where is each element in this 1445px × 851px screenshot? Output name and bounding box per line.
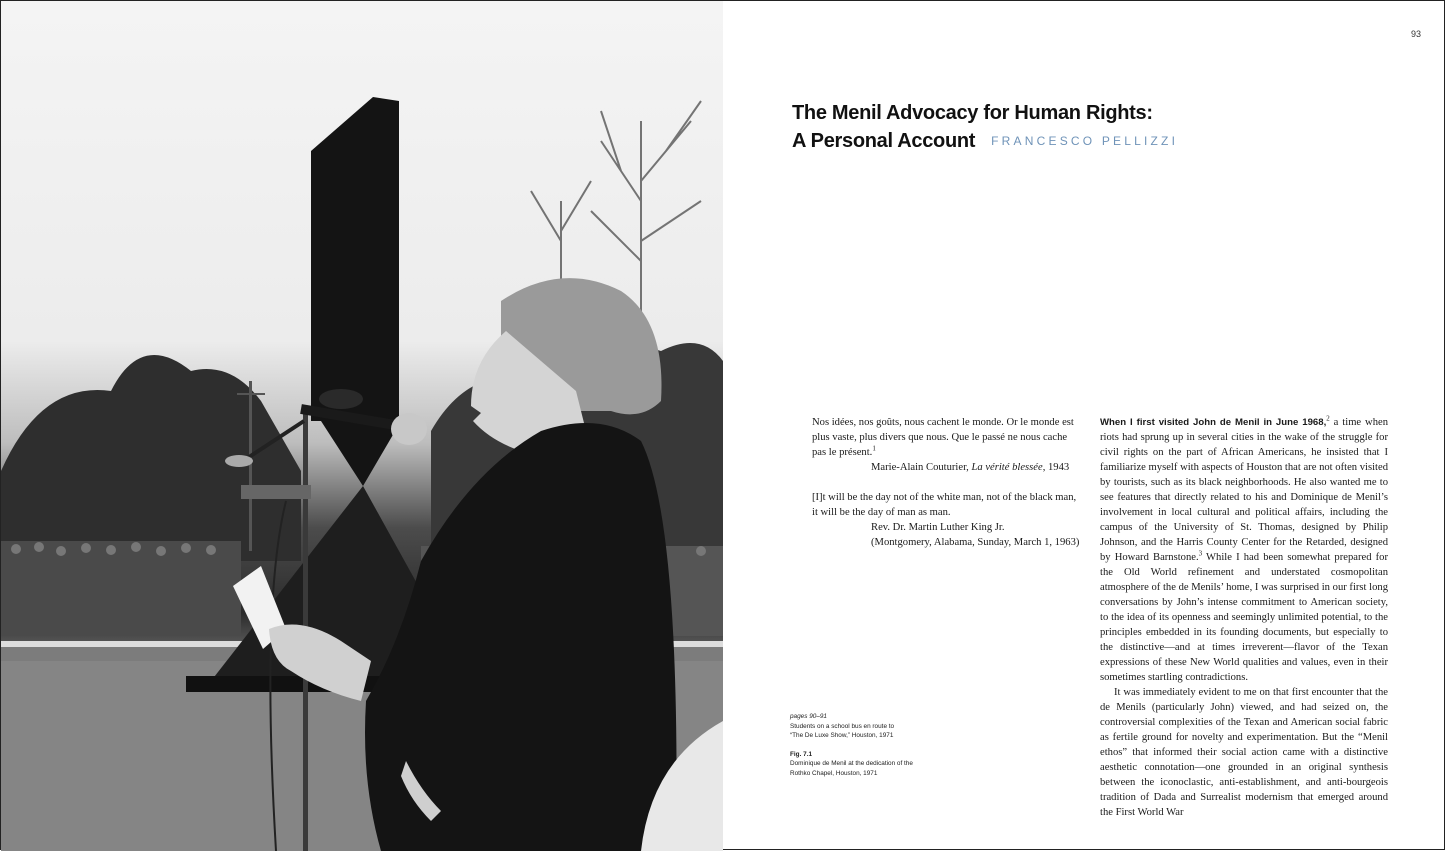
text-page <box>723 1 1445 851</box>
attribution-year: , 1943 <box>1042 462 1070 473</box>
body-paragraph-1-text-a: a time when riots had sprung up in several cities in the wake of the struggle for civil rights on the part of African Americans, he insisted that I familiarize myself with aspects of Houston that are not often visited by tourists, such as its black neighborhoods. He also wanted me to see features that directly related to his and Dominique de Menil’s involvement in local cultural and political affairs, including the campus of the University of St. Thomas, designed by Philip Johnson, and the Harris County Center for the Retarded, designed by Howard Barnstone. <box>1100 417 1388 563</box>
epigraph-quote-2: [I]t will be the day not of the white man, not of the black man, it will be the day of man as man. <box>812 492 1077 518</box>
epigraph-attribution-2-line-2: (Montgomery, Alabama, Sunday, March 1, 1963) <box>871 537 1080 548</box>
caption-fig-label: Fig. 7.1 <box>790 750 813 758</box>
epigraph-attribution-1 <box>812 460 1080 475</box>
body-text <box>1100 415 1388 820</box>
author-name: FRANCESCO PELLIZZI <box>991 134 1179 148</box>
spacer <box>790 741 940 750</box>
footnote-ref[interactable]: 1 <box>872 444 876 453</box>
photograph-dominique-de-menil <box>1 1 723 851</box>
caption-fig-text-1: Dominique de Menil at the dedication of the <box>790 760 913 767</box>
body-paragraph-1 <box>1100 415 1388 685</box>
lead-in: When I first visited John de Menil in June 1968, <box>1100 417 1327 428</box>
epigraph-quote-1-text: Nos idées, nos goûts, nous cachent le monde. Or le monde est plus vaste, plus divers que nous. Que le passé ne nous cache pas le présent. <box>812 417 1074 458</box>
epigraph-quote-1 <box>812 415 1080 460</box>
title-line-2: A Personal Account <box>792 130 976 152</box>
caption-fig-text-2: Rothko Chapel, Houston, 1971 <box>790 769 878 777</box>
title-line-1: The Menil Advocacy for Human Rights: <box>792 102 1153 124</box>
footnote-ref[interactable]: 3 <box>1198 549 1203 558</box>
epigraph-attribution-2-line-1: Rev. Dr. Martin Luther King Jr. <box>871 522 1005 533</box>
epigraph <box>812 415 1080 550</box>
caption-pages-text-2: “The De Luxe Show,” Houston, 1971 <box>790 732 894 739</box>
photo-illustration <box>1 1 723 851</box>
chapter-title <box>792 99 1178 155</box>
spacer <box>812 475 1080 490</box>
page-number: 93 <box>1410 29 1421 39</box>
footnote-ref[interactable]: 2 <box>1326 414 1330 423</box>
attribution-title: La vérité blessée <box>971 462 1043 473</box>
caption-pages-label: pages 90–91 <box>790 713 827 720</box>
caption-pages-text-1: Students on a school bus en route to <box>790 722 895 730</box>
title-line-2-wrap <box>792 127 1178 155</box>
photo-captions <box>790 712 940 778</box>
body-paragraph-1-text-b: While I had been somewhat prepared for the Old World refinement and understated cosmopolitan atmosphere of the de Menils’ home, I was surprised in our first long conversations by John’s intense commitment to American society, to the idea of its openness and seemingly unlimited potential, to the principles embedded in its founding documents, but especially to the distinctive—and at times irreverent—flavor of the Texan expressions of these New World qualities and values, even in their sometimes startling contradictions. <box>1100 552 1388 683</box>
body-paragraph-2: It was immediately evident to me on that first encounter that the de Menils (particularly John) viewed, and had seized on, the controversial complexities of the Texan and American social fabric as fertile ground for novelty and experimentation. But the “Menil ethos” that informed their social action came with a distinctive aesthetic connotation—one grounded in an original synthesis between the iconoclastic, anti-establishment, and anti-bourgeois tradition of Dada and Surrealist modernism that emerged around the First World War <box>1100 687 1388 818</box>
attribution-name: Marie-Alain Couturier, <box>871 462 972 473</box>
